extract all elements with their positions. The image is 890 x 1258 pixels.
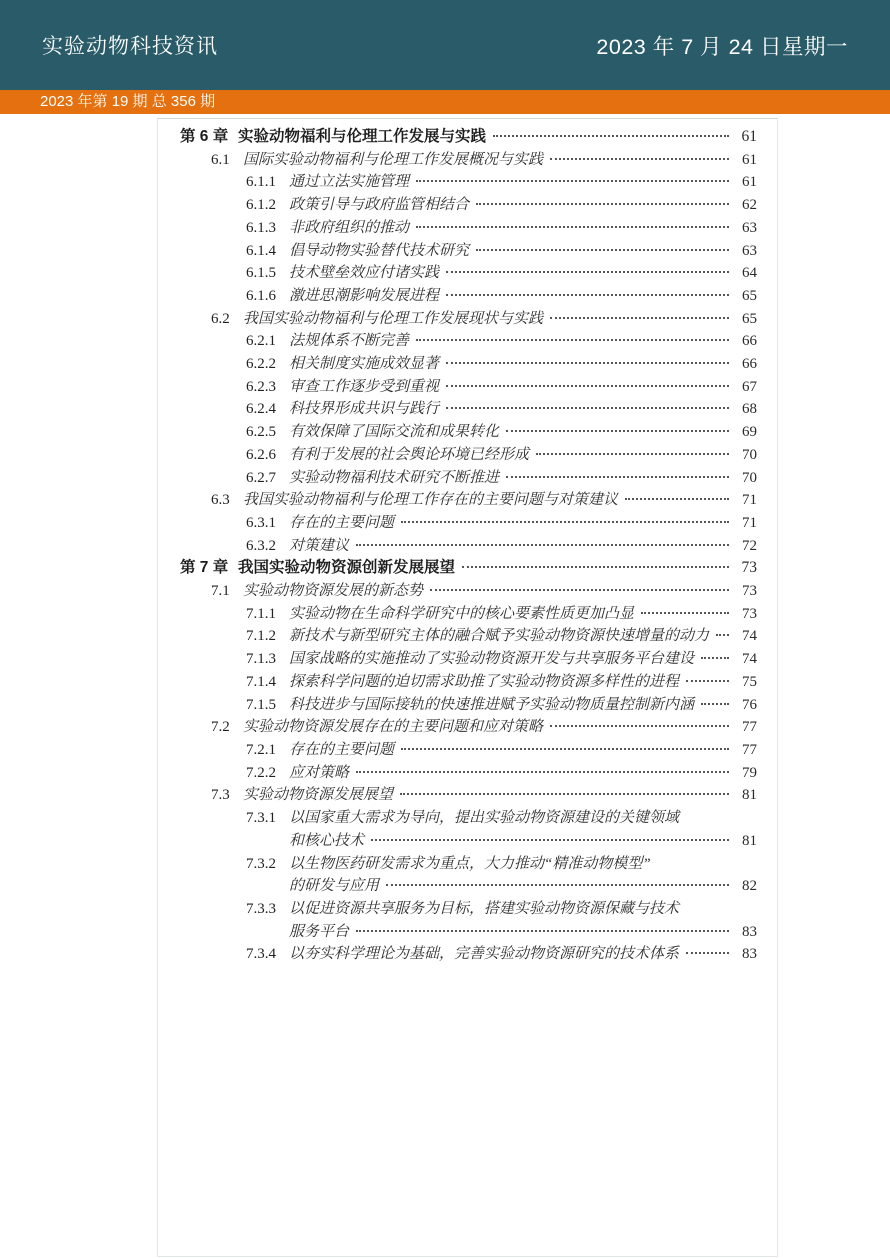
toc-entry [158,171,777,194]
toc-entry [158,671,777,694]
toc-entry [158,194,777,217]
toc-entry-number: 6.1.3 [246,219,276,236]
toc-entry [158,535,777,558]
toc-entry-number: 6.3.2 [246,537,276,554]
toc-entry-title: 实验动物资源发展展望 [243,787,394,804]
toc-entry-title: 存在的主要问题 [289,741,395,758]
toc-entry-page: 73 [741,559,757,577]
toc-entry [158,739,777,762]
toc-entry-number: 7.1.2 [246,628,276,645]
toc-entry-title: 我国实验动物资源创新发展展望 [238,559,456,577]
toc-entry-title: 以促进资源共享服务为目标，搭建实验动物资源保藏与技术 [289,900,680,917]
toc-entry [158,557,777,580]
issue-band [0,90,890,114]
toc-dot-leader [356,930,729,932]
toc-entry-number: 6.2.2 [246,356,276,373]
toc-entry-page: 65 [742,310,757,327]
toc-entry [158,784,777,807]
toc-entry [158,308,777,331]
toc-entry-title: 有利于发展的社会舆论环境已经形成 [289,446,530,463]
table-of-contents [158,126,777,966]
toc-entry-page: 73 [742,605,757,622]
toc-entry-title: 审查工作逐步受到重视 [289,378,440,395]
toc-dot-leader [446,271,729,273]
toc-dot-leader [416,180,729,182]
toc-dot-leader [550,725,729,727]
toc-entry-number: 7.1.5 [246,696,276,713]
toc-entry-page: 72 [742,537,757,554]
toc-entry-number: 第 7 章 [180,559,229,577]
toc-entry-continuation-row [158,875,777,898]
toc-entry-number: 6.3.1 [246,514,276,531]
toc-entry [158,716,777,739]
toc-entry-page: 71 [742,492,757,509]
toc-entry-page: 67 [742,378,757,395]
newsletter-title: 实验动物科技资讯 [42,35,218,58]
toc-entry [158,898,777,921]
toc-entry-number: 7.2.1 [246,741,276,758]
toc-entry [158,694,777,717]
toc-entry-page: 73 [742,583,757,600]
toc-entry-page: 82 [742,878,757,895]
toc-entry-page: 64 [742,265,757,282]
toc-dot-leader [386,884,729,886]
toc-dot-leader [625,498,729,500]
toc-entry-page: 75 [742,673,757,690]
toc-entry [158,625,777,648]
toc-dot-leader [506,476,729,478]
toc-entry-number: 7.2 [211,719,230,736]
toc-entry-number: 6.2.3 [246,378,276,395]
toc-dot-leader [430,589,729,591]
toc-entry [158,444,777,467]
toc-entry-title: 倡导动物实验替代技术研究 [289,242,470,259]
toc-entry [158,762,777,785]
toc-entry-page: 83 [742,946,757,963]
toc-dot-leader [416,339,729,341]
toc-entry [158,353,777,376]
toc-dot-leader [446,362,729,364]
toc-entry [158,149,777,172]
toc-entry-page: 79 [742,764,757,781]
toc-entry-title: 有效保障了国际交流和成果转化 [289,424,500,441]
toc-entry-number: 6.1.1 [246,174,276,191]
toc-dot-leader [356,544,729,546]
toc-entry-title: 以生物医药研发需求为重点，大力推动“精准动物模型” [289,855,651,872]
toc-entry-number: 7.3.4 [246,946,276,963]
toc-entry-page: 83 [742,923,757,940]
toc-dot-leader [686,680,729,682]
toc-entry-title: 我国实验动物福利与伦理工作存在的主要问题与对策建议 [243,492,619,509]
toc-entry-continuation: 和核心技术 [289,832,365,849]
toc-entry-number: 6.2.7 [246,469,276,486]
toc-dot-leader [401,521,729,523]
toc-dot-leader [446,385,729,387]
toc-dot-leader [506,430,729,432]
toc-entry-page: 61 [742,174,757,191]
toc-entry [158,807,777,830]
toc-entry-page: 77 [742,719,757,736]
toc-dot-leader [476,203,729,205]
toc-entry-number: 7.1 [211,583,230,600]
toc-entry-continuation: 服务平台 [289,923,350,940]
toc-entry-number: 6.1.2 [246,197,276,214]
toc-entry-title: 对策建议 [289,537,350,554]
toc-entry [158,603,777,626]
toc-dot-leader [401,748,729,750]
toc-entry-page: 71 [742,514,757,531]
toc-entry-continuation-row [158,830,777,853]
toc-entry-title: 国家战略的实施推动了实验动物资源开发与共享服务平台建设 [289,651,695,668]
toc-entry-number: 6.2.1 [246,333,276,350]
issue-label: 2023 年第 19 期 总 356 期 [40,93,216,110]
toc-entry-page: 77 [742,741,757,758]
toc-entry-title: 科技进步与国际接轨的快速推进赋予实验动物质量控制新内涵 [289,696,695,713]
toc-entry-title: 技术壁垒效应付诸实践 [289,265,440,282]
toc-entry-title: 以国家重大需求为导向，提出实验动物资源建设的关键领域 [289,810,680,827]
toc-entry-page: 70 [742,469,757,486]
toc-entry-title: 我国实验动物福利与伦理工作发展现状与实践 [243,310,544,327]
toc-entry-number: 6.2.4 [246,401,276,418]
toc-entry-page: 66 [742,356,757,373]
toc-entry-number: 6.2.5 [246,424,276,441]
toc-entry-title: 存在的主要问题 [289,514,395,531]
toc-entry-number: 7.1.1 [246,605,276,622]
toc-dot-leader [462,566,729,568]
toc-entry-title: 科技界形成共识与践行 [289,401,440,418]
toc-entry-page: 76 [742,696,757,713]
toc-entry-number: 6.2 [211,310,230,327]
toc-dot-leader [641,612,729,614]
toc-entry-title: 探索科学问题的迫切需求助推了实验动物资源多样性的进程 [289,673,680,690]
toc-entry [158,330,777,353]
toc-entry-number: 6.1.5 [246,265,276,282]
toc-entry-page: 62 [742,197,757,214]
toc-entry-page: 61 [742,151,757,168]
toc-entry [158,580,777,603]
toc-dot-leader [536,453,729,455]
toc-dot-leader [550,317,729,319]
toc-entry-page: 66 [742,333,757,350]
toc-entry-number: 7.3 [211,787,230,804]
toc-entry-page: 81 [742,832,757,849]
toc-entry-continuation-row [158,921,777,944]
toc-dot-leader [701,703,729,705]
toc-dot-leader [371,839,729,841]
toc-entry [158,217,777,240]
toc-entry-number: 6.1.6 [246,287,276,304]
toc-entry-title: 激进思潮影响发展进程 [289,287,440,304]
header-band [0,0,890,90]
toc-entry-title: 非政府组织的推动 [289,219,410,236]
toc-dot-leader [701,657,729,659]
toc-entry-number: 6.3 [211,492,230,509]
toc-entry-number: 7.1.3 [246,651,276,668]
toc-entry-title: 相关制度实施成效显著 [289,356,440,373]
toc-entry-number: 6.1.4 [246,242,276,259]
toc-entry [158,489,777,512]
toc-entry [158,467,777,490]
toc-entry-title: 国际实验动物福利与伦理工作发展概况与实践 [243,151,544,168]
toc-entry-number: 7.3.2 [246,855,276,872]
toc-entry [158,853,777,876]
toc-entry [158,421,777,444]
toc-entry-number: 7.3.1 [246,810,276,827]
toc-entry [158,376,777,399]
toc-entry [158,398,777,421]
toc-entry-continuation: 的研发与应用 [289,878,380,895]
toc-dot-leader [550,158,729,160]
toc-entry-page: 68 [742,401,757,418]
toc-entry-number: 6.2.6 [246,446,276,463]
toc-entry-title: 实验动物在生命科学研究中的核心要素性质更加凸显 [289,605,635,622]
toc-entry-page: 69 [742,424,757,441]
toc-dot-leader [400,793,729,795]
toc-entry-page: 63 [742,242,757,259]
toc-entry-page: 65 [742,287,757,304]
toc-dot-leader [416,226,729,228]
toc-dot-leader [446,407,729,409]
toc-entry-title: 新技术与新型研究主体的融合赋予实验动物资源快速增量的动力 [289,628,710,645]
toc-entry [158,240,777,263]
toc-entry-title: 以夯实科学理论为基础，完善实验动物资源研究的技术体系 [289,946,680,963]
toc-entry-title: 应对策略 [289,764,350,781]
toc-entry-page: 74 [742,651,757,668]
toc-entry-title: 通过立法实施管理 [289,174,410,191]
toc-dot-leader [493,135,729,137]
content-page [157,118,778,1257]
toc-entry-page: 74 [742,628,757,645]
toc-entry-title: 实验动物资源发展的新态势 [243,583,424,600]
toc-entry-title: 实验动物福利技术研究不断推进 [289,469,500,486]
toc-entry-page: 70 [742,446,757,463]
toc-entry-title: 实验动物福利与伦理工作发展与实践 [238,128,487,145]
toc-dot-leader [446,294,729,296]
toc-entry-number: 7.1.4 [246,673,276,690]
toc-entry-number: 7.3.3 [246,900,276,917]
toc-entry-number: 7.2.2 [246,764,276,781]
toc-entry-page: 61 [741,128,757,145]
toc-dot-leader [356,771,729,773]
toc-entry-title: 法规体系不断完善 [289,333,410,350]
toc-entry-page: 63 [742,219,757,236]
toc-entry-title: 政策引导与政府监管相结合 [289,197,470,214]
toc-entry-title: 实验动物资源发展存在的主要问题和应对策略 [243,719,544,736]
toc-dot-leader [476,249,729,251]
toc-entry [158,262,777,285]
toc-entry-page: 81 [742,787,757,804]
toc-entry [158,943,777,966]
header-date: 2023 年 7 月 24 日星期一 [596,34,848,59]
toc-entry-number: 6.1 [211,151,230,168]
toc-entry [158,285,777,308]
toc-entry [158,648,777,671]
toc-entry [158,126,777,149]
toc-entry [158,512,777,535]
toc-dot-leader [716,634,729,636]
toc-entry-number: 第 6 章 [180,128,229,145]
toc-dot-leader [686,952,729,954]
